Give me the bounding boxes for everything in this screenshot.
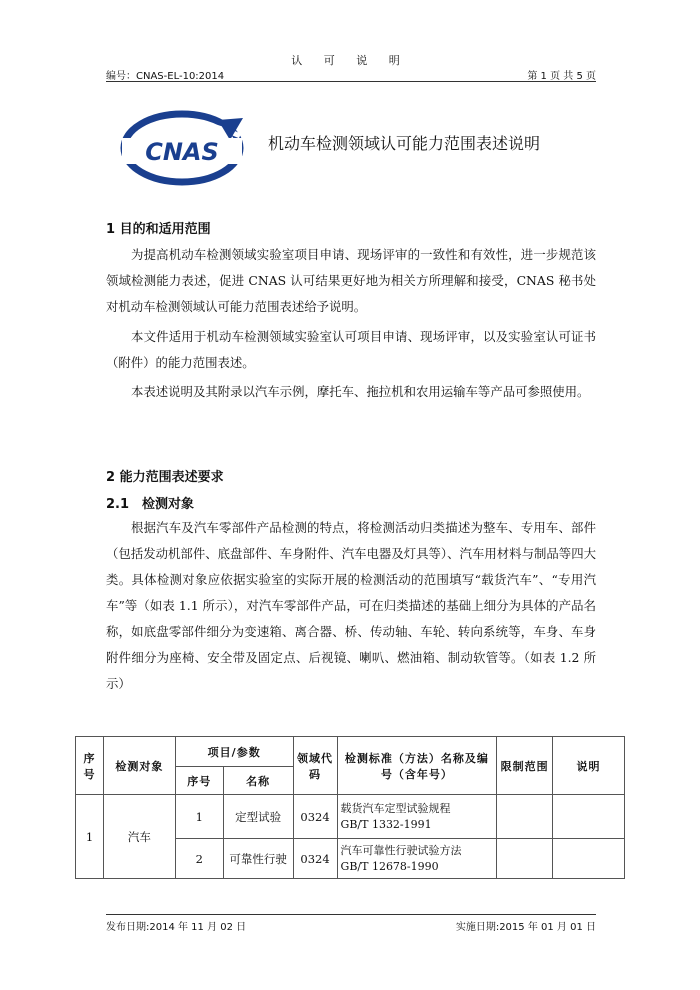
header-note: 说明 xyxy=(553,737,625,795)
scope-table xyxy=(75,736,625,879)
item-standard xyxy=(337,795,497,839)
item-name: 定型试验 xyxy=(223,795,293,839)
header-title: 认 可 说 明 xyxy=(291,54,409,67)
section2-1-heading: 2.1 检测对象 xyxy=(106,497,195,512)
header-sub-seq: 序号 xyxy=(175,767,223,795)
header-row xyxy=(106,67,596,82)
section2-1-paragraph: 根据汽车及汽车零部件产品检测的特点，将检测活动归类描述为整车、专用车、部件（包括发动机部件、底盘部件、车身附件、汽车电器及灯具等）、汽车用材料与制品等四大类。具体检测对象应依据实验室的实际开展的检测活动的范围填写“载货汽车”、“专用汽车”等（如表 1.1 所示），对汽车零部件产品，可在归类描述的基础上细分为具体的产品名称，如底盘零部件细分为变速箱、离合器、桥、传动轴、车轮、转向系统等，车身、车身附件细分为座椅、安全带及固定点、后视镜、喇叭、燃油箱、制动软管等。（如表 1.2 所示） xyxy=(106,520,596,691)
cnas-logo xyxy=(118,110,246,186)
page-info: 第 1 页 共 5 页 xyxy=(527,71,596,82)
doc-number: 编号：CNAS-EL-10:2014 xyxy=(106,71,225,82)
standard-number: GB/T 1332-1991 xyxy=(340,817,432,831)
item-note xyxy=(553,839,625,879)
item-standard xyxy=(337,839,497,879)
table-row xyxy=(76,795,625,839)
item-limit xyxy=(497,839,553,879)
section2-heading: 2 能力范围表述要求 xyxy=(106,470,224,485)
section1-paragraph-2: 本文件适用于机动车检测领域实验室认可项目申请、现场评审，以及实验室认可证书（附件）的能力范围表述。 xyxy=(106,329,596,370)
effective-date: 实施日期:2015 年 01 月 01 日 xyxy=(455,922,596,933)
release-date: 发布日期:2014 年 11 月 02 日 xyxy=(106,922,247,933)
section1-paragraph-3: 本表述说明及其附录以汽车示例，摩托车、拖拉机和农用运输车等产品可参照使用。 xyxy=(131,384,590,399)
standard-name: 载货汽车定型试验规程 xyxy=(340,801,451,815)
header-standard: 检测标准（方法）名称及编号（含年号） xyxy=(337,737,497,795)
header-item-param: 项目/参数 xyxy=(175,737,293,767)
standard-name: 汽车可靠性行驶试验方法 xyxy=(340,843,462,857)
header-object: 检测对象 xyxy=(103,737,175,795)
header-rule xyxy=(106,81,596,82)
section1-heading: 1 目的和适用范围 xyxy=(106,222,211,237)
footer xyxy=(106,918,596,933)
header-seq: 序号 xyxy=(76,737,104,795)
standard-number: GB/T 12678-1990 xyxy=(340,859,439,873)
header-name: 名称 xyxy=(223,767,293,795)
section1-paragraph-1: 为提高机动车检测领域实验室项目申请、现场评审的一致性和有效性，进一步规范该领域检测能力表述，促进 CNAS 认可结果更好地为相关方所理解和接受，CNAS 秘书处对机动车检测领域认可能力范围表述给予说明。 xyxy=(106,247,596,314)
row-seq: 1 xyxy=(76,795,104,879)
item-code: 0324 xyxy=(293,839,337,879)
item-note xyxy=(553,795,625,839)
header-domain-code: 领域代码 xyxy=(293,737,337,795)
row-object: 汽车 xyxy=(103,795,175,879)
item-code: 0324 xyxy=(293,795,337,839)
header-limit: 限制范围 xyxy=(497,737,553,795)
footer-rule xyxy=(106,914,596,915)
item-limit xyxy=(497,795,553,839)
item-name: 可靠性行驶 xyxy=(223,839,293,879)
logo-text: CNAS xyxy=(145,138,219,166)
document-title: 机动车检测领域认可能力范围表述说明 xyxy=(268,134,541,153)
cnas-logo-icon xyxy=(118,110,246,186)
item-no: 2 xyxy=(175,839,223,879)
item-no: 1 xyxy=(175,795,223,839)
